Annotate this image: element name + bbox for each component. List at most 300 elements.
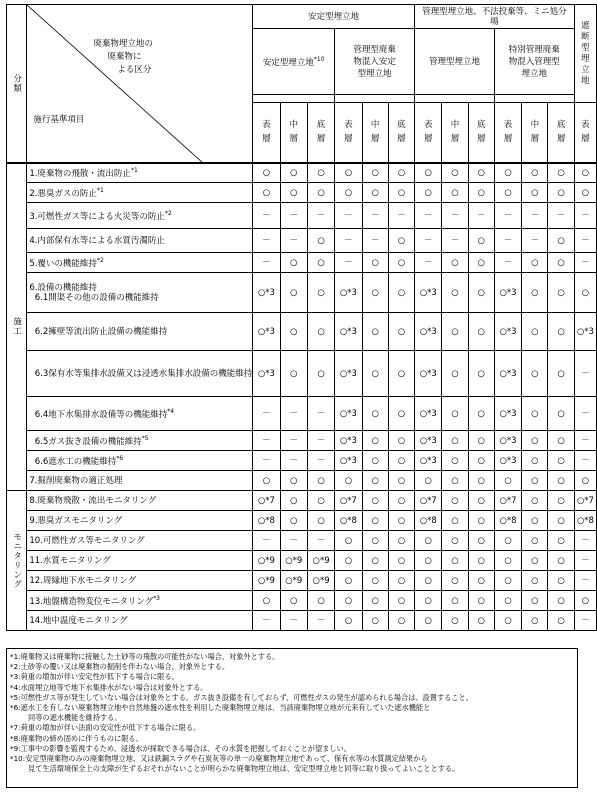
mark-cell: ○*8: [415, 511, 442, 531]
item-label: 11.水質モニタリング: [27, 551, 253, 571]
mark-cell: ○: [307, 253, 334, 273]
mark-cell: ○: [522, 313, 548, 351]
mark-cell: ○: [494, 611, 521, 631]
footnote: 見て生活環境保全上の支障が生ずるおそれがないことが明らかな廃棄物埋立地は、安定型埋立地と同等に取り扱ってよいこととする。: [28, 764, 460, 774]
mark-cell: ○: [388, 229, 414, 253]
mark-cell: ○*3: [335, 313, 362, 351]
table-row: [7, 229, 597, 253]
mark-cell: ○: [362, 451, 388, 471]
table-row: [7, 491, 597, 511]
table-row: [7, 313, 597, 351]
mark-cell: －: [307, 531, 334, 551]
mark-cell: ○: [468, 551, 494, 571]
mark-cell: ○*3: [415, 313, 442, 351]
mark-cell: ○: [335, 591, 362, 611]
layer-surface: 表層: [574, 103, 596, 163]
mark-cell: ○*9: [307, 551, 334, 571]
mark-cell: ○: [468, 531, 494, 551]
mark-cell: －: [494, 229, 521, 253]
mark-cell: ○: [522, 551, 548, 571]
table-row: [7, 451, 597, 471]
mark-cell: ○*3: [494, 431, 521, 451]
mark-cell: ○: [253, 183, 280, 203]
mark-cell: ○: [362, 511, 388, 531]
mark-cell: －: [253, 531, 280, 551]
item-label: 6.3保有水等集排水設備又は浸透水集排水設備の機能維持: [27, 351, 253, 397]
mark-cell: －: [307, 397, 334, 431]
table-row: [7, 351, 597, 397]
mark-cell: ○: [280, 591, 307, 611]
mark-cell: ○: [548, 611, 574, 631]
mark-cell: ○: [362, 571, 388, 591]
mark-cell: ○: [280, 313, 307, 351]
mark-cell: ○: [307, 163, 334, 183]
mark-cell: ○: [307, 229, 334, 253]
mark-cell: －: [415, 253, 442, 273]
layer-middle: 中層: [362, 103, 388, 163]
mark-cell: ○: [442, 313, 468, 351]
mark-cell: －: [522, 229, 548, 253]
mark-cell: ○: [388, 551, 414, 571]
mark-cell: ○*9: [280, 551, 307, 571]
mark-cell: ○: [574, 183, 596, 203]
mark-cell: －: [574, 351, 596, 397]
mark-cell: ○: [253, 591, 280, 611]
mark-cell: ○: [442, 253, 468, 273]
layer-middle: 中層: [280, 103, 307, 163]
mark-cell: ○*7: [335, 491, 362, 511]
mark-cell: ○*9: [307, 571, 334, 591]
mark-cell: ○: [388, 511, 414, 531]
mark-cell: ○: [362, 431, 388, 451]
mark-cell: ○: [307, 591, 334, 611]
mark-cell: ○*7: [253, 491, 280, 511]
layer-surface: 表層: [253, 103, 280, 163]
table-row: [7, 611, 597, 631]
mark-cell: ○: [388, 491, 414, 511]
mark-cell: ○: [548, 591, 574, 611]
table-row: [7, 551, 597, 571]
mark-cell: ○: [388, 313, 414, 351]
mark-cell: －: [574, 203, 596, 229]
mark-cell: ○: [362, 611, 388, 631]
mark-cell: ○: [335, 611, 362, 631]
mark-cell: ○*3: [494, 313, 521, 351]
mark-cell: ○*3: [253, 273, 280, 313]
mark-cell: －: [415, 203, 442, 229]
footnote: *5:可燃性ガス等が発生していない場合は対象外とする。ガス抜き設備を有しておらず、可燃性ガスの発生が認められる場合は、設置すること。: [10, 692, 473, 702]
mark-cell: ○: [307, 313, 334, 351]
item-footnote-ref: *6: [116, 455, 124, 462]
table-row: [7, 203, 597, 229]
mark-cell: ○: [388, 591, 414, 611]
layer-surface: 表層: [494, 103, 521, 163]
spacer-cell: [253, 95, 335, 103]
item-label: 6.2擁壁等流出防止設備の機能維持: [27, 313, 253, 351]
mark-cell: ○*3: [335, 273, 362, 313]
layer-middle: 中層: [522, 103, 548, 163]
diag-top-line-3: よる区分: [117, 65, 152, 75]
mark-cell: ○: [494, 551, 521, 571]
mark-cell: ○: [280, 471, 307, 491]
mark-cell: ○: [388, 431, 414, 451]
mark-cell: ○: [442, 431, 468, 451]
mark-cell: ○: [307, 511, 334, 531]
mark-cell: ○: [362, 397, 388, 431]
item-label: 1.廃棄物の飛散・流出防止$^{*1}$: [27, 163, 253, 183]
mark-cell: ○: [442, 183, 468, 203]
mark-cell: ○: [362, 491, 388, 511]
mark-cell: ○: [494, 531, 521, 551]
mark-cell: ○: [280, 273, 307, 313]
mark-cell: ○: [415, 611, 442, 631]
diag-top-line-2: 廃棄物に: [107, 52, 142, 62]
mark-cell: ○: [280, 163, 307, 183]
mark-cell: ○: [522, 253, 548, 273]
footnote: *2:土砂等の覆い又は廃棄物の掘削を伴わない場合、対象外とする。: [10, 662, 230, 672]
mark-cell: ○: [468, 471, 494, 491]
mark-cell: ○: [442, 273, 468, 313]
mark-cell: －: [574, 253, 596, 273]
mark-cell: ○: [548, 511, 574, 531]
mark-cell: －: [468, 203, 494, 229]
layer-bottom: 底層: [468, 103, 494, 163]
mark-cell: ○: [388, 351, 414, 397]
mark-cell: －: [574, 431, 596, 451]
mark-cell: ○: [548, 471, 574, 491]
mark-cell: ○: [468, 397, 494, 431]
mark-cell: ○: [442, 591, 468, 611]
diag-bottom-label: 施行基準項目: [33, 115, 85, 125]
mark-cell: ○*3: [415, 273, 442, 313]
mark-cell: ○: [442, 571, 468, 591]
mark-cell: ○: [442, 163, 468, 183]
mark-cell: ○: [388, 163, 414, 183]
mark-cell: ○: [253, 163, 280, 183]
mark-cell: －: [574, 571, 596, 591]
item-label: 6.設備の機能維持 6.1開渠その他の設備の機能維持: [27, 273, 253, 313]
mark-cell: ○: [307, 273, 334, 313]
footnote: *3:荷重の増加が伴い安定性が低下する場合に限る。: [10, 672, 179, 682]
mark-cell: ○: [522, 163, 548, 183]
mark-cell: ○*7: [494, 491, 521, 511]
mark-cell: ○: [307, 471, 334, 491]
mark-cell: ○: [335, 551, 362, 571]
mark-cell: ○: [522, 471, 548, 491]
mark-cell: －: [280, 229, 307, 253]
footnote: *4:水面埋立地等で地下水集排水がない場合は対象外とする。: [10, 682, 208, 692]
mark-cell: ○: [548, 163, 574, 183]
table-row: [7, 397, 597, 431]
item-label: 6.6遮水工の機能維持$^{*6}$: [27, 451, 253, 471]
layer-surface: 表層: [335, 103, 362, 163]
mark-cell: －: [574, 229, 596, 253]
group-stable-landfill: 安定型埋立地: [253, 5, 415, 29]
table-row: [7, 273, 597, 313]
mark-cell: ○: [468, 591, 494, 611]
mark-cell: －: [548, 203, 574, 229]
mark-cell: ○: [494, 163, 521, 183]
mark-cell: ○: [548, 397, 574, 431]
footnote: *6:遮水工を有しない廃棄物埋立地や自然地盤の遮水性を利用した廃棄物埋立地は、当該廃棄物埋立地が元来有していた遮水機能と: [10, 703, 431, 713]
mark-cell: ○: [548, 273, 574, 313]
item-label: 6.4地下水集排水設備等の機能維持$^{*4}$: [27, 397, 253, 431]
mark-cell: ○: [415, 531, 442, 551]
mark-cell: ○: [548, 431, 574, 451]
mark-cell: ○*3: [335, 397, 362, 431]
mark-cell: －: [494, 253, 521, 273]
mark-cell: ○: [522, 451, 548, 471]
subgroup-special-managed-mixed: 特別管理廃棄物混入管理型埋立地: [494, 29, 574, 95]
mark-cell: ○: [522, 611, 548, 631]
mark-cell: ○: [548, 551, 574, 571]
mark-cell: ○: [415, 551, 442, 571]
mark-cell: －: [307, 431, 334, 451]
mark-cell: ○: [388, 273, 414, 313]
mark-cell: －: [574, 397, 596, 431]
mark-cell: ○: [442, 551, 468, 571]
group-managed-landfill: 管理型埋立地、不法投棄等、ミニ処分場: [415, 5, 575, 29]
mark-cell: ○: [388, 183, 414, 203]
table-row: [7, 531, 597, 551]
mark-cell: －: [280, 431, 307, 451]
mark-cell: ○: [494, 571, 521, 591]
mark-cell: ○: [574, 273, 596, 313]
mark-cell: ○: [468, 273, 494, 313]
mark-cell: －: [253, 229, 280, 253]
item-label: 7.掘削廃棄物の適正処理: [27, 471, 253, 491]
mark-cell: ○: [335, 471, 362, 491]
mark-cell: ○: [548, 491, 574, 511]
diagonal-line: [27, 5, 203, 163]
mark-cell: ○: [468, 229, 494, 253]
diagonal-header-cell: [27, 5, 253, 163]
mark-cell: ○*7: [415, 491, 442, 511]
mark-cell: －: [253, 253, 280, 273]
mark-cell: －: [415, 229, 442, 253]
bunrui-header: 分類: [7, 5, 27, 163]
subgroup-managed-mixed-stable: 管理型廃棄物混入安定型埋立地: [335, 29, 415, 95]
item-label: 14.地中温度モニタリング: [27, 611, 253, 631]
mark-cell: ○: [307, 491, 334, 511]
mark-cell: －: [253, 203, 280, 229]
mark-cell: ○: [522, 273, 548, 313]
mark-cell: ○: [415, 591, 442, 611]
treatment-criteria-table: [6, 4, 597, 631]
mark-cell: ○: [362, 183, 388, 203]
mark-cell: ○: [522, 183, 548, 203]
mark-cell: －: [253, 431, 280, 451]
layer-bottom: 底層: [307, 103, 334, 163]
table-row: [7, 571, 597, 591]
mark-cell: ○: [253, 471, 280, 491]
mark-cell: ○: [362, 351, 388, 397]
table-row: [7, 163, 597, 183]
mark-cell: ○: [280, 511, 307, 531]
mark-cell: ○: [574, 471, 596, 491]
mark-cell: ○: [415, 163, 442, 183]
table-row: [7, 431, 597, 451]
mark-cell: ○: [522, 491, 548, 511]
mark-cell: ○: [494, 591, 521, 611]
mark-cell: ○: [494, 471, 521, 491]
mark-cell: ○: [468, 183, 494, 203]
group-isolated-landfill: 遮断型埋立地: [574, 5, 596, 103]
mark-cell: ○*3: [253, 351, 280, 397]
mark-cell: ○: [335, 163, 362, 183]
mark-cell: ○: [388, 611, 414, 631]
mark-cell: －: [388, 203, 414, 229]
mark-cell: ○: [335, 571, 362, 591]
mark-cell: ○: [362, 531, 388, 551]
mark-cell: ○: [388, 397, 414, 431]
mark-cell: ○: [362, 273, 388, 313]
mark-cell: －: [280, 451, 307, 471]
mark-cell: ○: [335, 531, 362, 551]
footnote: *7:荷重の増加が伴い法面の安定性が低下する場合に限る。: [10, 723, 201, 733]
mark-cell: ○: [335, 183, 362, 203]
table-row: [7, 253, 597, 273]
mark-cell: －: [442, 203, 468, 229]
mark-cell: ○*3: [415, 431, 442, 451]
subgroup-stable: 安定型埋立地$^{*10}$: [253, 29, 335, 95]
mark-cell: ○: [280, 491, 307, 511]
mark-cell: ○: [388, 471, 414, 491]
mark-cell: ○: [468, 351, 494, 397]
mark-cell: ○: [388, 253, 414, 273]
item-label: 8.廃棄物飛散・流出モニタリング: [27, 491, 253, 511]
item-footnote-ref: *4: [167, 408, 175, 415]
footnote: 同等の遮水機能を維持する。: [28, 713, 122, 723]
item-footnote-ref: *1: [130, 167, 138, 175]
mark-cell: ○*3: [494, 451, 521, 471]
layer-bottom: 底層: [548, 103, 574, 163]
mark-cell: －: [442, 229, 468, 253]
mark-cell: ○: [468, 451, 494, 471]
section-label: 施工: [7, 163, 27, 491]
item-footnote-ref: *1: [96, 187, 104, 194]
item-label: 10.可燃性ガス等モニタリング: [27, 531, 253, 551]
table-row: [7, 183, 597, 203]
mark-cell: ○: [548, 313, 574, 351]
layer-bottom: 底層: [388, 103, 414, 163]
mark-cell: －: [253, 611, 280, 631]
mark-cell: ○: [522, 431, 548, 451]
mark-cell: －: [307, 203, 334, 229]
diag-top-line-1: 廃棄物埋立地の: [93, 39, 153, 49]
mark-cell: ○: [415, 471, 442, 491]
mark-cell: ○: [442, 451, 468, 471]
subgroup-managed: 管理型埋立地: [415, 29, 495, 95]
mark-cell: ○: [362, 163, 388, 183]
table-row: [7, 591, 597, 611]
mark-cell: ○: [442, 397, 468, 431]
mark-cell: －: [335, 229, 362, 253]
footnote: *8:廃棄物の締め固めに伴うものに限る。: [10, 733, 143, 743]
mark-cell: ○*8: [253, 511, 280, 531]
mark-cell: ○: [362, 551, 388, 571]
item-label: 5.覆いの機能維持$^{*2}$: [27, 253, 253, 273]
mark-cell: ○: [388, 571, 414, 591]
mark-cell: ○: [442, 511, 468, 531]
spacer-cell: [415, 95, 495, 103]
spacer-cell: [335, 95, 415, 103]
mark-cell: ○: [548, 531, 574, 551]
mark-cell: ○: [522, 591, 548, 611]
mark-cell: ○*8: [494, 511, 521, 531]
mark-cell: ○: [468, 511, 494, 531]
mark-cell: ○*3: [335, 431, 362, 451]
mark-cell: ○: [442, 491, 468, 511]
mark-cell: －: [280, 531, 307, 551]
mark-cell: ○*3: [415, 351, 442, 397]
mark-cell: ○: [415, 571, 442, 591]
mark-cell: ○*3: [494, 273, 521, 313]
mark-cell: ○*3: [253, 313, 280, 351]
mark-cell: ○: [468, 313, 494, 351]
mark-cell: －: [574, 451, 596, 471]
mark-cell: ○: [468, 253, 494, 273]
mark-cell: －: [522, 203, 548, 229]
table-row: [7, 471, 597, 491]
mark-cell: －: [574, 611, 596, 631]
footnote: *9:工事中の影響を監視するため、浸透水が採取できる場合は、その水質を把握しておくことが望ましい。: [10, 743, 351, 753]
mark-cell: ○: [362, 471, 388, 491]
mark-cell: －: [280, 397, 307, 431]
mark-cell: ○: [362, 253, 388, 273]
mark-cell: ○: [362, 591, 388, 611]
mark-cell: ○: [362, 313, 388, 351]
item-label: 6.5ガス抜き設備の機能維持$^{*5}$: [27, 431, 253, 451]
spacer-cell: [494, 95, 574, 103]
mark-cell: ○: [548, 351, 574, 397]
mark-cell: ○: [280, 183, 307, 203]
mark-cell: ○: [468, 431, 494, 451]
mark-cell: －: [574, 551, 596, 571]
mark-cell: ○*8: [335, 511, 362, 531]
mark-cell: －: [253, 397, 280, 431]
mark-cell: ○*3: [494, 397, 521, 431]
mark-cell: ○: [468, 571, 494, 591]
mark-cell: ○: [468, 611, 494, 631]
item-footnote-ref: *2: [96, 257, 104, 264]
footnote: *1:廃棄物又は廃棄物に接触した土砂等の飛散の可能性がない場合、対象外とする。: [10, 652, 280, 661]
mark-cell: －: [253, 451, 280, 471]
mark-cell: ○: [442, 611, 468, 631]
mark-cell: ○: [468, 491, 494, 511]
item-footnote-ref: *3: [153, 595, 160, 602]
mark-cell: －: [280, 611, 307, 631]
item-label: 4.内部保有水等による水質汚濁防止: [27, 229, 253, 253]
footnotes-box: [6, 648, 578, 788]
mark-cell: －: [307, 451, 334, 471]
mark-cell: ○: [522, 397, 548, 431]
mark-cell: ○*3: [415, 451, 442, 471]
mark-cell: ○: [548, 451, 574, 471]
mark-cell: ○*3: [574, 313, 596, 351]
mark-cell: ○: [280, 253, 307, 273]
mark-cell: ○*9: [253, 571, 280, 591]
item-label: 3.可燃性ガス等による火災等の防止$^{*2}$: [27, 203, 253, 229]
layer-surface: 表層: [415, 103, 442, 163]
mark-cell: ○: [442, 351, 468, 397]
mark-cell: －: [280, 203, 307, 229]
layer-middle: 中層: [442, 103, 468, 163]
mark-cell: ○: [307, 351, 334, 397]
mark-cell: ○: [522, 531, 548, 551]
footnote: *10:安定型廃棄物のみの廃棄物埋立地、又は鉄鋼スラグや石炭灰等の単一の廃棄物埋立地であって、保有水等の水質測定結果から: [10, 754, 428, 764]
mark-cell: ○: [388, 531, 414, 551]
